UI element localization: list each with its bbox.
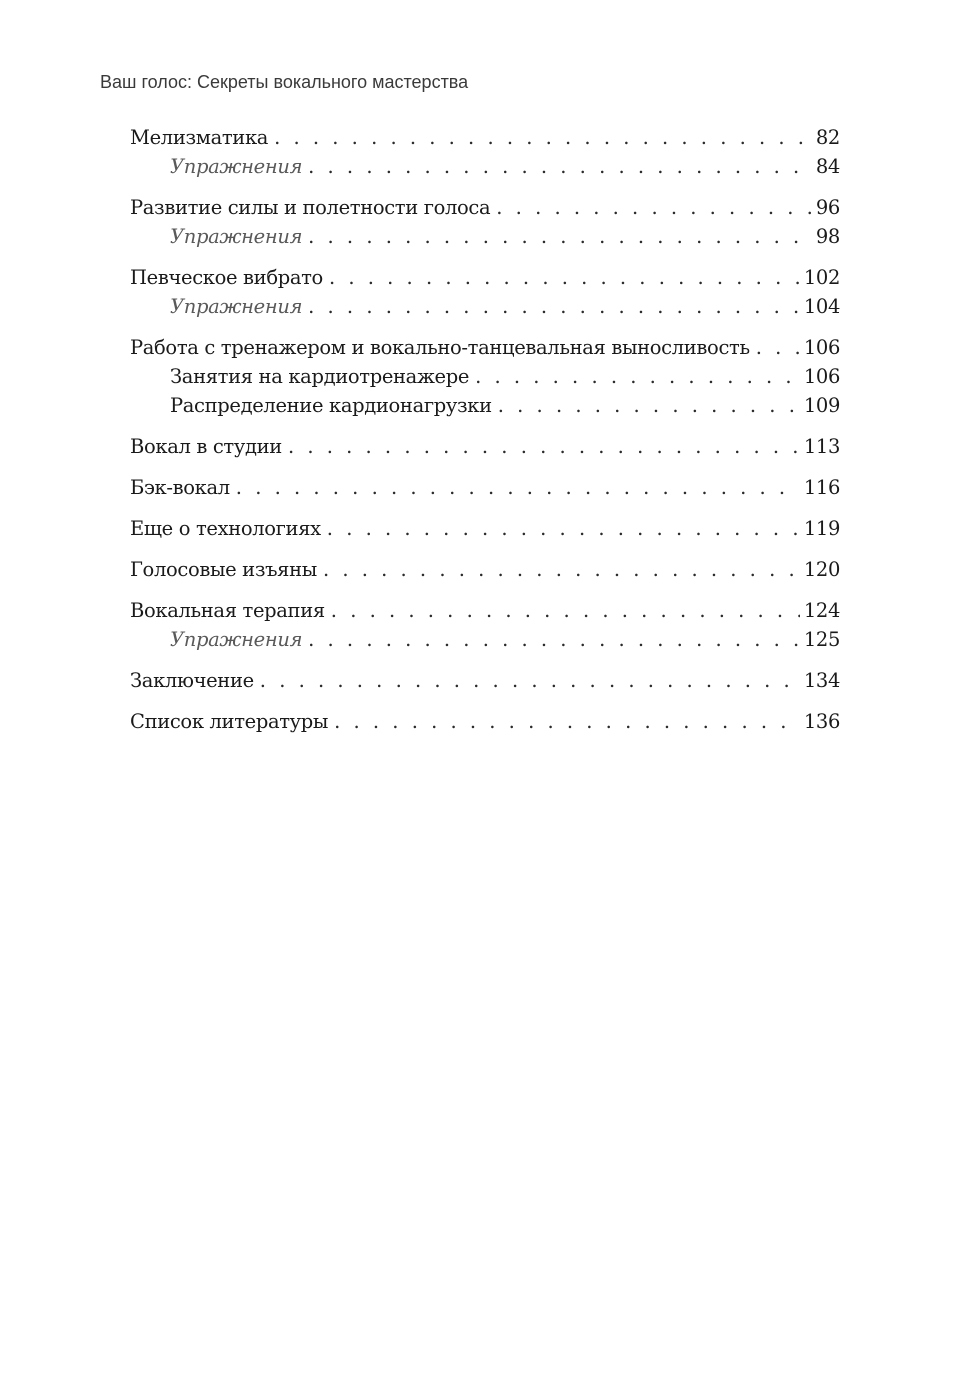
toc-subentry[interactable]	[130, 152, 840, 181]
dot-leader	[475, 362, 800, 391]
toc-group	[130, 193, 840, 251]
toc-group	[130, 432, 840, 461]
toc-entry[interactable]	[130, 333, 840, 362]
toc-group	[130, 596, 840, 654]
toc-page-number: 124	[803, 599, 840, 622]
toc-page-number: 98	[815, 225, 840, 248]
toc-page-number: 96	[815, 196, 840, 219]
toc-entry-title: Упражнения	[170, 628, 303, 651]
dot-leader	[236, 473, 800, 502]
toc-subentry[interactable]	[130, 625, 840, 654]
toc-group	[130, 707, 840, 736]
toc-entry[interactable]	[130, 263, 840, 292]
dot-leader	[334, 707, 800, 736]
toc-entry-title: Вокальная терапия	[130, 599, 325, 622]
toc-entry[interactable]	[130, 473, 840, 502]
toc-entry-title: Упражнения	[170, 155, 303, 178]
toc-page-number: 106	[803, 336, 840, 359]
toc-entry[interactable]	[130, 596, 840, 625]
toc-group	[130, 263, 840, 321]
toc-entry-title: Певческое вибрато	[130, 266, 323, 289]
dot-leader	[323, 555, 800, 584]
dot-leader	[274, 123, 812, 152]
toc-page-number: 106	[803, 365, 840, 388]
toc-group	[130, 473, 840, 502]
dot-leader	[308, 222, 812, 251]
toc-group	[130, 555, 840, 584]
toc-page-number: 102	[803, 266, 840, 289]
table-of-contents	[130, 123, 840, 748]
dot-leader	[327, 514, 800, 543]
toc-page-number: 82	[815, 126, 840, 149]
dot-leader	[329, 263, 800, 292]
toc-subentry[interactable]	[130, 222, 840, 251]
toc-page-number: 120	[803, 558, 840, 581]
dot-leader	[498, 391, 800, 420]
toc-entry-title: Голосовые изъяны	[130, 558, 317, 581]
dot-leader	[308, 292, 800, 321]
toc-page-number: 134	[803, 669, 840, 692]
toc-entry-title: Работа с тренажером и вокально-танцевальная выносливость	[130, 336, 750, 359]
toc-entry-title: Еще о технологиях	[130, 517, 321, 540]
dot-leader	[756, 333, 800, 362]
toc-entry[interactable]	[130, 555, 840, 584]
toc-entry-title: Бэк-вокал	[130, 476, 230, 499]
toc-page-number: 84	[815, 155, 840, 178]
toc-subentry[interactable]	[130, 292, 840, 321]
toc-group	[130, 514, 840, 543]
dot-leader	[260, 666, 800, 695]
toc-group	[130, 666, 840, 695]
toc-page-number: 104	[803, 295, 840, 318]
toc-entry-title: Упражнения	[170, 225, 303, 248]
toc-page-number: 113	[803, 435, 840, 458]
toc-entry[interactable]	[130, 123, 840, 152]
toc-subentry[interactable]	[130, 391, 840, 420]
toc-page-number: 119	[803, 517, 840, 540]
toc-entry-title: Мелизматика	[130, 126, 269, 149]
toc-subentry[interactable]	[130, 362, 840, 391]
toc-entry-title: Занятия на кардиотренажере	[170, 365, 470, 388]
toc-page-number: 136	[803, 710, 840, 733]
toc-entry-title: Список литературы	[130, 710, 329, 733]
running-header: Ваш голос: Секреты вокального мастерства	[100, 72, 469, 92]
toc-entry-title: Развитие силы и полетности голоса	[130, 196, 491, 219]
toc-entry[interactable]	[130, 432, 840, 461]
toc-entry[interactable]	[130, 514, 840, 543]
toc-entry-title: Упражнения	[170, 295, 303, 318]
toc-entry-title: Заключение	[130, 669, 254, 692]
dot-leader	[308, 152, 812, 181]
dot-leader	[308, 625, 800, 654]
dot-leader	[496, 193, 812, 222]
toc-entry-title: Распределение кардионагрузки	[170, 394, 492, 417]
toc-page-number: 109	[803, 394, 840, 417]
dot-leader	[288, 432, 800, 461]
toc-group	[130, 123, 840, 181]
toc-entry[interactable]	[130, 666, 840, 695]
toc-page-number: 125	[803, 628, 840, 651]
toc-group	[130, 333, 840, 420]
toc-entry-title: Вокал в студии	[130, 435, 282, 458]
toc-page-number: 116	[803, 476, 840, 499]
toc-entry[interactable]	[130, 193, 840, 222]
toc-entry[interactable]	[130, 707, 840, 736]
dot-leader	[331, 596, 800, 625]
